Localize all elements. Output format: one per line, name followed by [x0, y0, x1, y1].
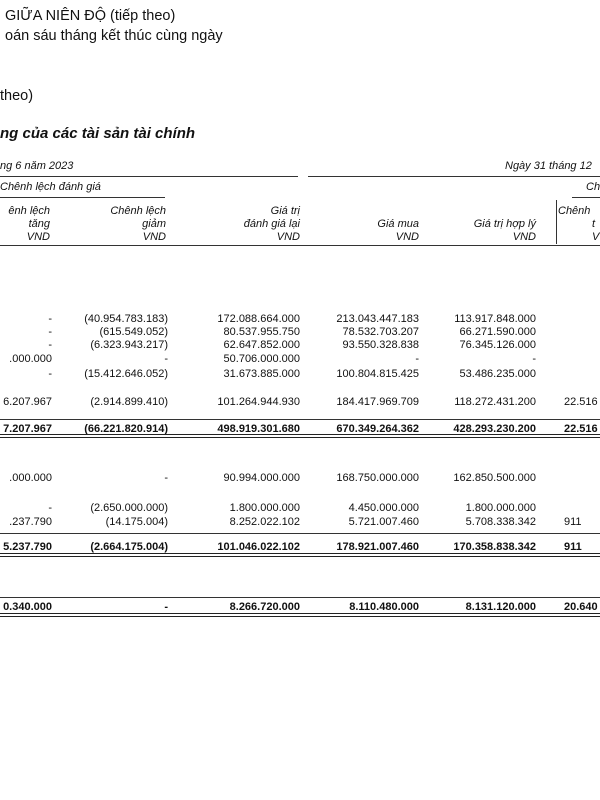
period-right: Ngày 31 tháng 12: [505, 160, 592, 172]
subtotal-rule-2: [0, 533, 600, 534]
table-cell: 22.516: [564, 396, 598, 408]
table-cell: -: [532, 353, 536, 365]
table-cell: (15.412.646.052): [84, 368, 168, 380]
table-cell: 22.516: [564, 423, 598, 435]
table-cell: 101.046.022.102: [217, 541, 300, 553]
table-cell: 0.340.000: [3, 601, 52, 613]
total-double-rule-2: [0, 553, 600, 557]
table-cell: 8.252.022.102: [229, 516, 300, 528]
table-cell: 184.417.969.709: [336, 396, 419, 408]
table-cell: -: [48, 368, 52, 380]
table-cell: 5.721.007.460: [348, 516, 419, 528]
table-cell: 168.750.000.000: [336, 472, 419, 484]
table-cell: 78.532.703.207: [342, 326, 419, 338]
table-cell: -: [164, 353, 168, 365]
table-cell: 100.804.815.425: [336, 368, 419, 380]
table-cell: 113.917.848.000: [454, 313, 536, 325]
group-right-label: Ch: [586, 181, 600, 193]
table-cell: -: [48, 502, 52, 514]
table-cell: -: [48, 326, 52, 338]
table-cell: 101.264.944.930: [217, 396, 300, 408]
col-header-cost: Giá mua VND: [377, 218, 419, 243]
table-cell: 6.207.967: [3, 396, 52, 408]
subtotal-rule-3: [0, 597, 600, 598]
table-cell: 53.486.235.000: [459, 368, 536, 380]
table-cell: 213.043.447.183: [336, 313, 419, 325]
table-cell: 80.537.955.750: [223, 326, 300, 338]
table-cell: 90.994.000.000: [223, 472, 300, 484]
report-header-line2: oán sáu tháng kết thúc cùng ngày: [5, 28, 223, 44]
period-right-rule: [308, 176, 600, 177]
section-title: ng của các tài sản tài chính: [0, 125, 196, 142]
table-cell: (66.221.820.914): [84, 423, 168, 435]
table-cell: (14.175.004): [105, 516, 168, 528]
col-header-fair-value: Giá trị hợp lý VND: [473, 218, 536, 243]
subtotal-rule-1: [0, 419, 600, 420]
table-cell: -: [415, 353, 419, 365]
total-double-rule-3: [0, 613, 600, 617]
header-bottom-rule: [0, 245, 600, 246]
group-right-rule: [572, 197, 600, 198]
table-cell: .000.000: [9, 472, 52, 484]
table-cell: (615.549.052): [99, 326, 168, 338]
col-header-increase: ênh lệch tăng VND: [8, 205, 50, 243]
total-double-rule-1: [0, 434, 600, 438]
period-left: ng 6 năm 2023: [0, 160, 74, 172]
table-cell: (40.954.783.183): [84, 313, 168, 325]
group-left-rule: [0, 197, 165, 198]
table-cell: 50.706.000.000: [223, 353, 300, 365]
table-cell: 911: [564, 516, 582, 528]
table-cell: 5.708.338.342: [465, 516, 536, 528]
table-cell: 1.800.000.000: [465, 502, 536, 514]
continued-label: theo): [0, 88, 34, 104]
table-cell: 1.800.000.000: [229, 502, 300, 514]
table-cell: 428.293.230.200: [453, 423, 536, 435]
table-cell: (2.650.000.000): [90, 502, 168, 514]
table-cell: 93.550.328.838: [342, 339, 419, 351]
table-cell: -: [164, 472, 168, 484]
table-cell: 498.919.301.680: [217, 423, 300, 435]
table-cell: 31.673.885.000: [223, 368, 300, 380]
table-cell: .237.790: [9, 516, 52, 528]
table-cell: 5.237.790: [3, 541, 52, 553]
table-cell: 7.207.967: [3, 423, 52, 435]
table-cell: 170.358.838.342: [453, 541, 536, 553]
table-cell: .000.000: [9, 353, 52, 365]
table-cell: -: [48, 313, 52, 325]
col-header-right-partial: Chênh t V: [558, 205, 600, 243]
table-cell: 8.110.480.000: [349, 601, 419, 613]
table-cell: (6.323.943.217): [90, 339, 168, 351]
table-cell: 8.131.120.000: [465, 601, 536, 613]
table-cell: (2.664.175.004): [90, 541, 168, 553]
table-cell: 162.850.500.000: [453, 472, 536, 484]
col-header-revalued: Giá trị đánh giá lại VND: [243, 205, 300, 243]
table-cell: 20.640: [564, 601, 598, 613]
table-cell: (2.914.899.410): [90, 396, 168, 408]
table-cell: 911: [564, 541, 582, 553]
group-left-label: Chênh lệch đánh giá: [0, 181, 101, 193]
table-cell: -: [48, 339, 52, 351]
period-left-rule: [0, 176, 298, 177]
table-cell: 118.272.431.200: [454, 396, 536, 408]
table-cell: 670.349.264.362: [336, 423, 419, 435]
column-divider: [556, 200, 557, 244]
table-cell: 8.266.720.000: [229, 601, 300, 613]
table-cell: 62.647.852.000: [223, 339, 300, 351]
table-cell: 178.921.007.460: [336, 541, 419, 553]
table-cell: 76.345.126.000: [459, 339, 536, 351]
col-header-decrease: Chênh lệch giảm VND: [110, 205, 166, 243]
table-cell: 66.271.590.000: [459, 326, 536, 338]
report-header-line1: GIỮA NIÊN ĐỘ (tiếp theo): [5, 8, 176, 24]
table-cell: 4.450.000.000: [348, 502, 419, 514]
table-cell: -: [164, 601, 168, 613]
table-cell: 172.088.664.000: [217, 313, 300, 325]
